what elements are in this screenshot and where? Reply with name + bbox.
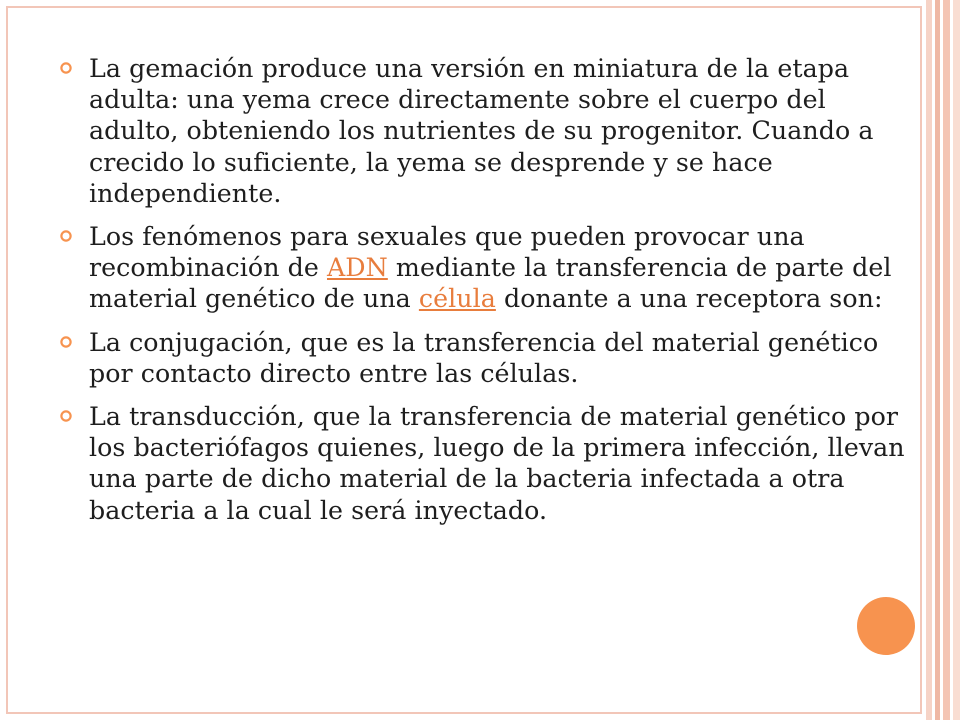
decorative-orange-circle [857,597,915,655]
bullet-item-fenomenos [60,221,905,315]
bullet-text-post: donante a una receptora son: [495,284,883,314]
bullet-text-mid: mediante la transferencia de parte del material genético de una [89,253,892,314]
bullet-item-transduccion [60,401,905,526]
link-adn[interactable]: ADN [326,253,388,283]
bullet-list [60,53,905,538]
bullet-item-conjugacion [60,327,905,389]
decorative-stripes [926,0,960,720]
bullet-text: La gemación produce una versión en miniatura de la etapa adulta: una yema crece directamente sobre el cuerpo del adulto, obteniendo los nutrientes de su progenitor. Cuando a crecido lo suficiente, la yema se desprende y se hace independiente. [89,54,874,208]
circle-outline-icon [60,62,72,74]
circle-outline-icon [60,336,72,348]
bullet-text-pre: Los fenómenos para sexuales que pueden provocar una recombinación de [89,222,805,283]
link-celula[interactable]: célula [418,284,496,314]
bullet-text: La transducción, que la transferencia de material genético por los bacteriófagos quienes, luego de la primera infección, llevan una parte de dicho material de la bacteria infectada a otra bacteria a la cual le será inyectado. [89,402,905,525]
circle-outline-icon [60,230,72,242]
bullet-text: La conjugación, que es la transferencia del material genético por contacto directo entre las células. [89,327,879,388]
circle-outline-icon [60,410,72,422]
bullet-item-gemacion [60,53,905,209]
